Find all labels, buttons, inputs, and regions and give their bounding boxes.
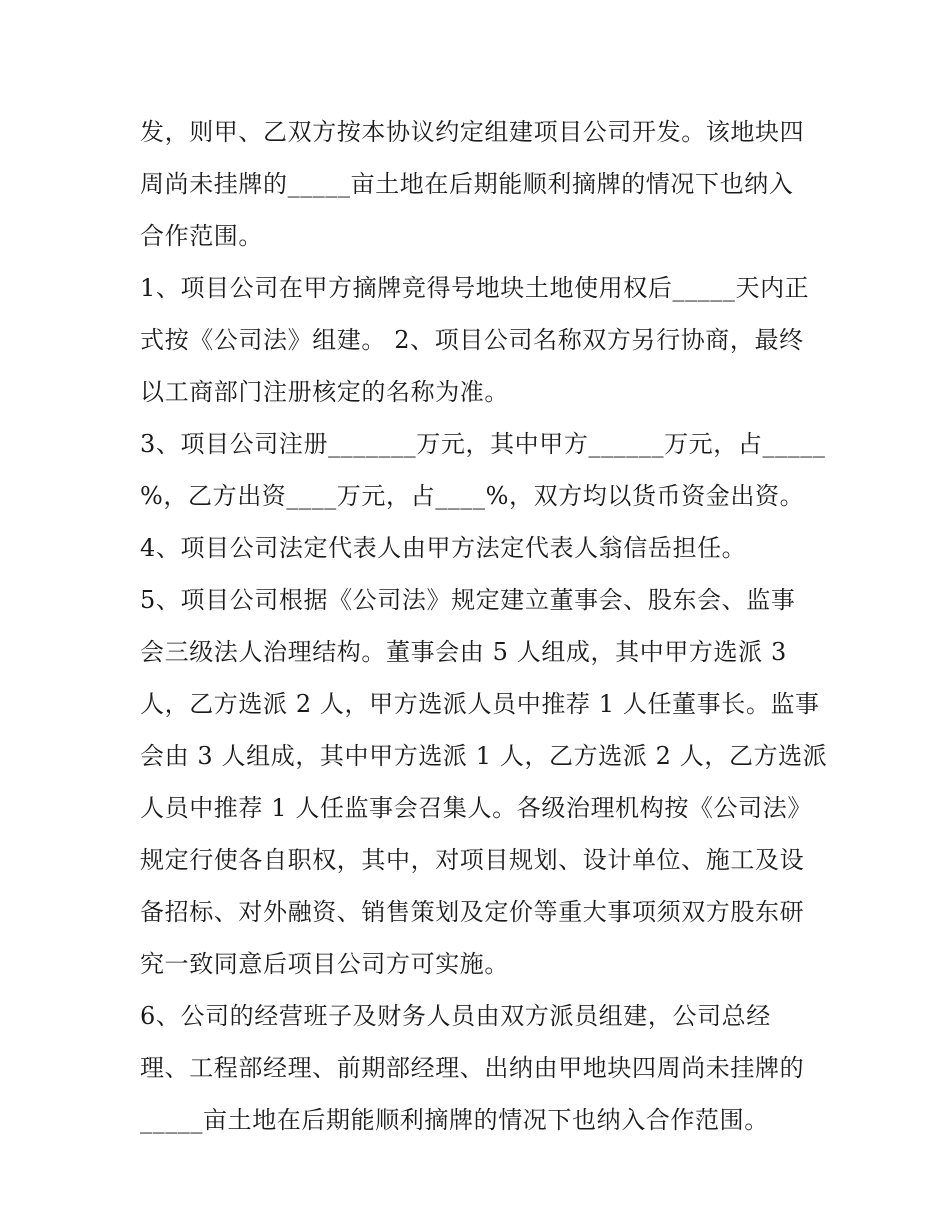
text-line: 4、项目公司法定代表人由甲方法定代表人翁信岳担任。	[140, 534, 747, 562]
text-line: 人，乙方选派 2 人，甲方选派人员中推荐 1 人任董事长。监事	[140, 690, 820, 718]
text-line: 备招标、对外融资、销售策划及定价等重大事项须双方股东研	[140, 898, 805, 926]
text-line: 究一致同意后项目公司方可实施。	[140, 950, 509, 978]
text-line: 式按《公司法》组建。 2、项目公司名称双方另行协商，最终	[140, 326, 804, 354]
text-line: 理、工程部经理、前期部经理、出纳由甲地块四周尚未挂牌的	[140, 1054, 805, 1082]
text-line: 会由 3 人组成，其中甲方选派 1 人，乙方选派 2 人，乙方选派	[140, 742, 828, 770]
text-line: 1、项目公司在甲方摘牌竞得号地块土地使用权后_____天内正	[140, 274, 810, 302]
text-line: 合作范围。	[140, 222, 263, 250]
text-line: 以工商部门注册核定的名称为准。	[140, 378, 509, 406]
text-line: 3、项目公司注册_______万元，其中甲方______万元，占_____	[140, 430, 826, 458]
text-line: 周尚未挂牌的_____亩土地在后期能顺利摘牌的情况下也纳入	[140, 170, 794, 198]
text-line: 规定行使各自职权，其中，对项目规划、设计单位、施工及设	[140, 846, 805, 874]
text-line: 6、公司的经营班子及财务人员由双方派员组建，公司总经	[140, 1002, 771, 1030]
text-line: 会三级法人治理结构。董事会由 5 人组成，其中甲方选派 3	[140, 638, 787, 666]
text-line: 发，则甲、乙双方按本协议约定组建项目公司开发。该地块四	[140, 118, 805, 146]
text-line: %，乙方出资____万元，占____%，双方均以货币资金出资。	[140, 482, 805, 510]
text-line: 5、项目公司根据《公司法》规定建立董事会、股东会、监事	[140, 586, 796, 614]
text-line: 人员中推荐 1 人任监事会召集人。各级治理机构按《公司法》	[140, 794, 812, 822]
text-line: _____亩土地在后期能顺利摘牌的情况下也纳入合作范围。	[140, 1106, 769, 1134]
document-body	[140, 106, 828, 1146]
